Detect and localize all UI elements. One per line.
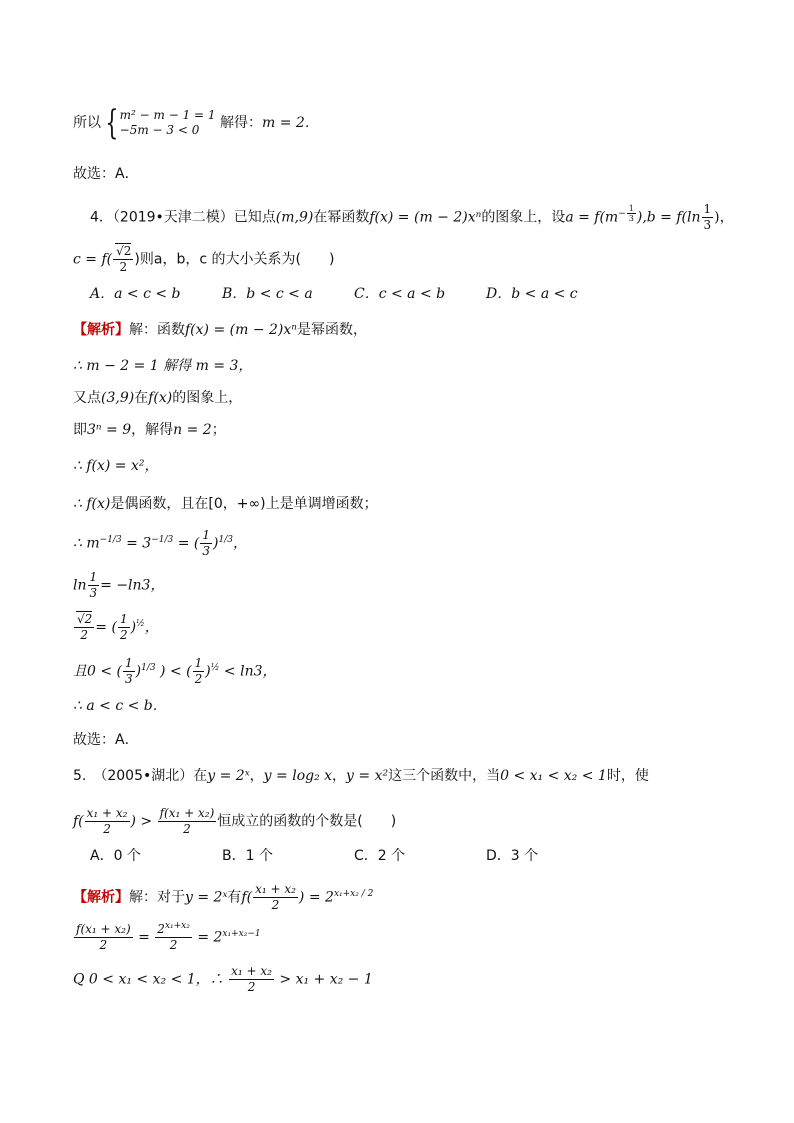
solution-tag: 【解析】 bbox=[73, 322, 129, 338]
option-d: D．3 个 bbox=[486, 848, 539, 864]
question-5-line-2: f( $\frac{\text{x₁ + x₂}}{2}$ ) > $\frac{\text{f(x₁ + x₂)}}{2}$ 恒成立的函数的个数是( ) bbox=[73, 806, 397, 836]
answer-line: 故选：A． bbox=[73, 166, 139, 182]
text: 解得： bbox=[219, 115, 262, 131]
solution-line-5: ∴ f(x) = x²， bbox=[73, 458, 159, 474]
q5-solution-line-1: 【解析】解：对于y = 2ˣ有f( $\frac{\text{x₁ + x₂}}{2}$ ) = $2^{x_1+x_2 / 2}$ bbox=[73, 882, 374, 912]
text: 在幂函数 bbox=[313, 209, 370, 226]
q5-solution-line-3: Q 0 < x₁ < x₂ < 1，∴ $\frac{\text{x₁ + x₂}}{2}$ > x₁ + x₂ − 1 bbox=[73, 964, 373, 994]
math: a = f(m bbox=[565, 209, 619, 226]
math: f(x) = (m − 2)xⁿ bbox=[185, 322, 297, 338]
solution-line-7: ∴ $m^{-1/3} = 3^{-1/3}$ = ( $\frac{1}{3}$ )$^{1/3}$， bbox=[73, 528, 247, 558]
q5-solution-line-2: $\frac{\text{f(x₁ + x₂)}}{2}$ = $\frac{2^{x_1+x_2}}{2}$ = $2^{x_1+x_2-1}$ bbox=[76, 921, 261, 952]
question-4-line-1: 4．（2019•天津二模）已知点(m,9)在幂函数f(x) = (m − 2)xⁿ的图象上，设$a = f(m^{- \frac{1}{3}}$ ),b = f(ln $\frac{1}{3}$ )， bbox=[90, 202, 734, 232]
math: c = f( bbox=[73, 251, 113, 268]
solution-line-11: ∴ a < c < b． bbox=[73, 698, 167, 714]
solution-line-9: $\frac{√2}{2}$ = ( $\frac{1}{2}$ )$^{\frac{1}{2}}$， bbox=[73, 612, 159, 643]
text: )则a，b，c 的大小关系为( ) bbox=[134, 251, 335, 268]
option-c: C．2 个 bbox=[354, 848, 406, 864]
question-4-options bbox=[90, 284, 618, 304]
result: m = 2． bbox=[261, 115, 319, 131]
option-b: B．b < c < a bbox=[222, 286, 313, 302]
equation-system bbox=[120, 108, 216, 138]
math: ),b = f(ln bbox=[636, 209, 701, 226]
solution-line-4: 即3ⁿ = 9，解得n = 2； bbox=[73, 422, 226, 438]
equation: m² − m − 1 = 1 bbox=[119, 108, 216, 122]
brace: { bbox=[105, 103, 119, 143]
solution-line-1 bbox=[73, 320, 367, 340]
text: 所以 bbox=[73, 115, 101, 131]
equation: −5m − 3 < 0 bbox=[119, 123, 200, 137]
solution-line-8: ln $\frac{1}{3}$ = −ln3， bbox=[73, 570, 165, 600]
math: f(x) = (m − 2)xⁿ bbox=[369, 209, 482, 226]
fraction: $\frac{1}{3}$ bbox=[703, 202, 712, 232]
option-d: D．b < a < c bbox=[486, 286, 578, 302]
option-a: A．0 个 bbox=[90, 848, 141, 864]
text: 的图象上，设 bbox=[481, 209, 566, 226]
option-b: B．1 个 bbox=[222, 848, 273, 864]
solution-line-10: 且0 < ( $\frac{1}{3}$ )$^{1/3}$ ) < ( $\frac{1}{2}$ )$^{\frac{1}{2}}$ < ln3， bbox=[73, 656, 277, 686]
question-5-options bbox=[90, 846, 618, 866]
solution-line-2: ∴ m − 2 = 1 解得 m = 3， bbox=[73, 358, 253, 374]
solution-line-3: 又点(3,9)在f(x)的图象上， bbox=[73, 390, 243, 406]
solution-line-6: ∴ f(x)是偶函数，且在[0，+∞)上是单调增函数； bbox=[73, 496, 378, 512]
text: 解：函数 bbox=[129, 322, 185, 338]
answer-line-2: 故选：A． bbox=[73, 732, 139, 748]
solution-system-line bbox=[73, 103, 319, 143]
fraction: $\frac{√2}{2}$ bbox=[113, 244, 133, 275]
math: (m,9) bbox=[275, 209, 314, 226]
option-c: C．c < a < b bbox=[354, 286, 446, 302]
question-5-line-1: 5. （2005•湖北）在y = 2ˣ，y = log₂ x，y = x²这三个函数中，当0 < x₁ < x₂ < 1时，使 bbox=[73, 768, 649, 784]
text: 是幂函数， bbox=[296, 322, 367, 338]
question-source: 4．（2019•天津二模）已知点 bbox=[90, 209, 276, 226]
question-4-line-2 bbox=[73, 244, 334, 275]
option-a: A．a < c < b bbox=[90, 286, 181, 302]
